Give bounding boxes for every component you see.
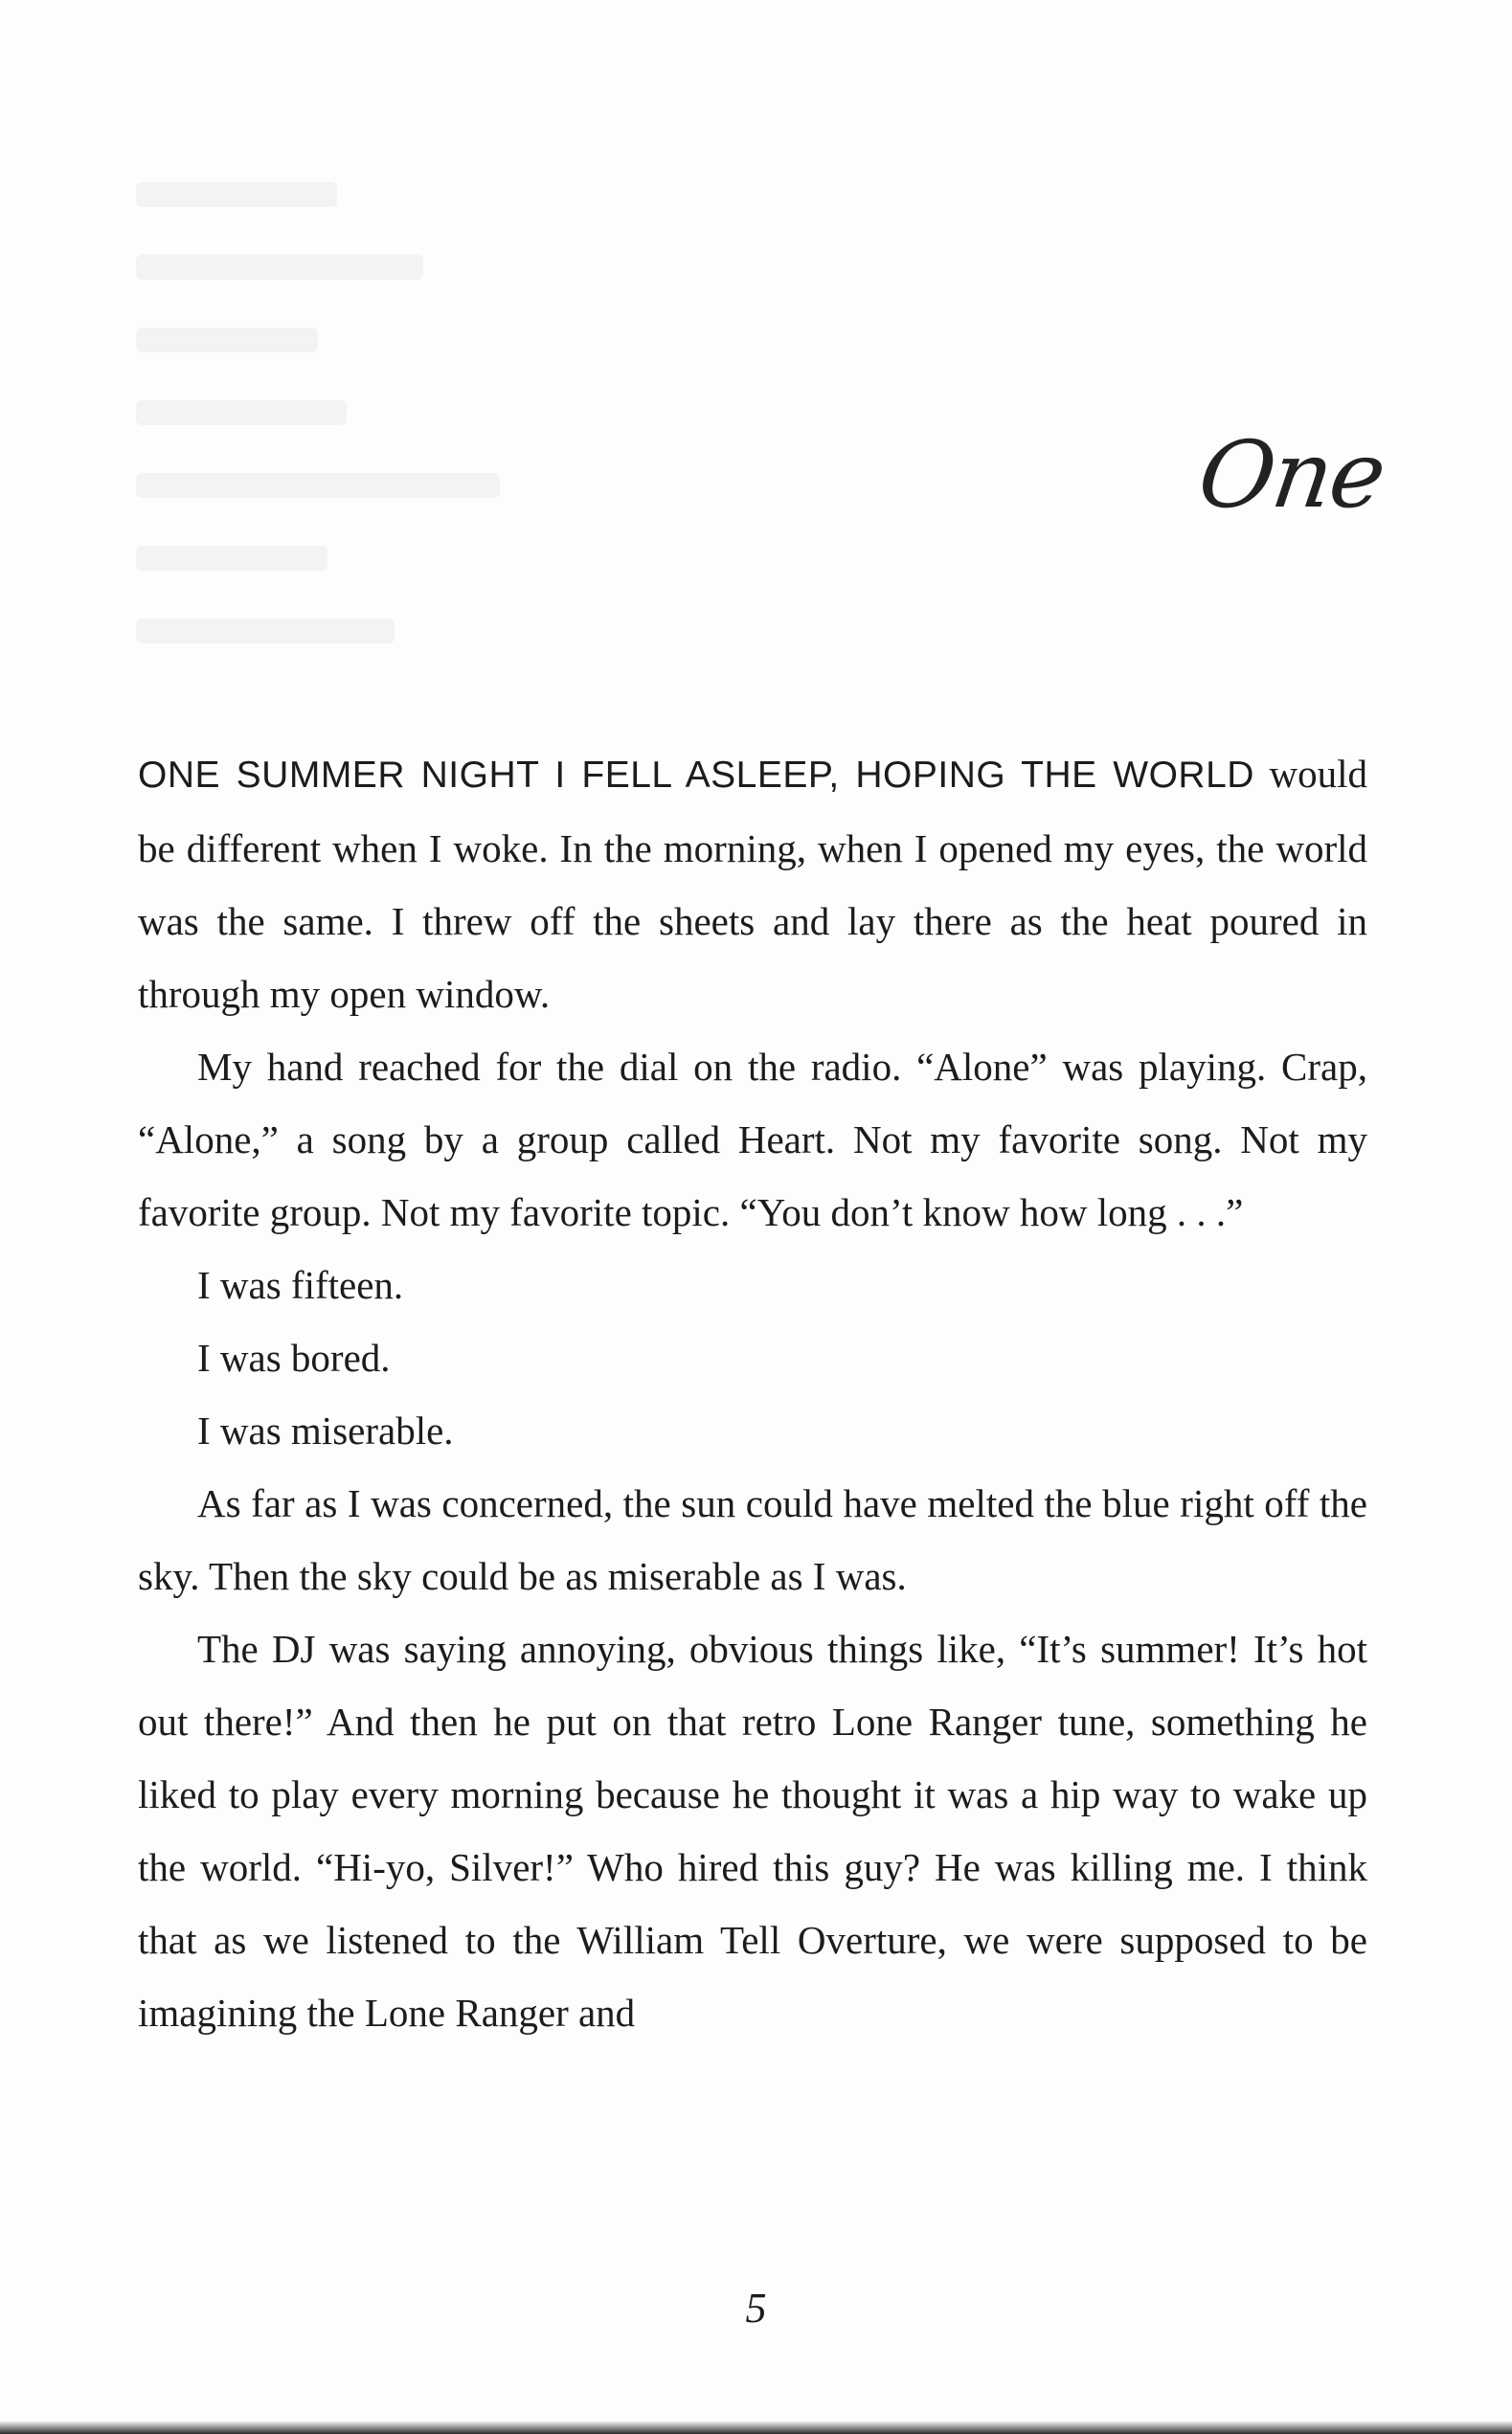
scan-bottom-edge [0,2421,1512,2434]
opening-small-caps: ONE SUMMER NIGHT I FELL ASLEEP, HOPING THE WORLD [138,755,1254,796]
paragraph-3: I was fifteen. [197,1263,404,1307]
paragraph-7: The DJ was saying annoying, obvious things like, “It’s summer! It’s hot out there!” And then he put on that retro Lone Ranger tune, something he liked to play every morning because he thought it was a hip way to wake up the world. “Hi-yo, Silver!” Who hired this guy? He was killing me. I think that as we listened to the William Tell Overture, we were supposed to be imagining the Lone Ranger and [138,1627,1367,2035]
paragraph-1 [138,737,1367,1030]
page-number: 5 [745,2285,767,2332]
paragraph-6: As far as I was concerned, the sun could have melted the blue right off the sky. Then the sky could be as miserable as I was. [138,1481,1367,1598]
chapter-body [138,737,1367,2049]
show-through-text [136,182,711,718]
chapter-title: One [1191,421,1390,529]
paragraph-1-text: would be different when I woke. In the morning, when I opened my eyes, the world was the same. I threw off the sheets and lay there as the heat poured in through my open window. [138,752,1367,1016]
paragraph-5: I was miserable. [197,1409,454,1453]
paragraph-4: I was bored. [197,1336,391,1380]
paragraph-2: My hand reached for the dial on the radio. “Alone” was playing. Crap, “Alone,” a song by a group called Heart. Not my favorite song. Not my favorite group. Not my favorite topic. “You don’t know how long . . .” [138,1045,1367,1234]
